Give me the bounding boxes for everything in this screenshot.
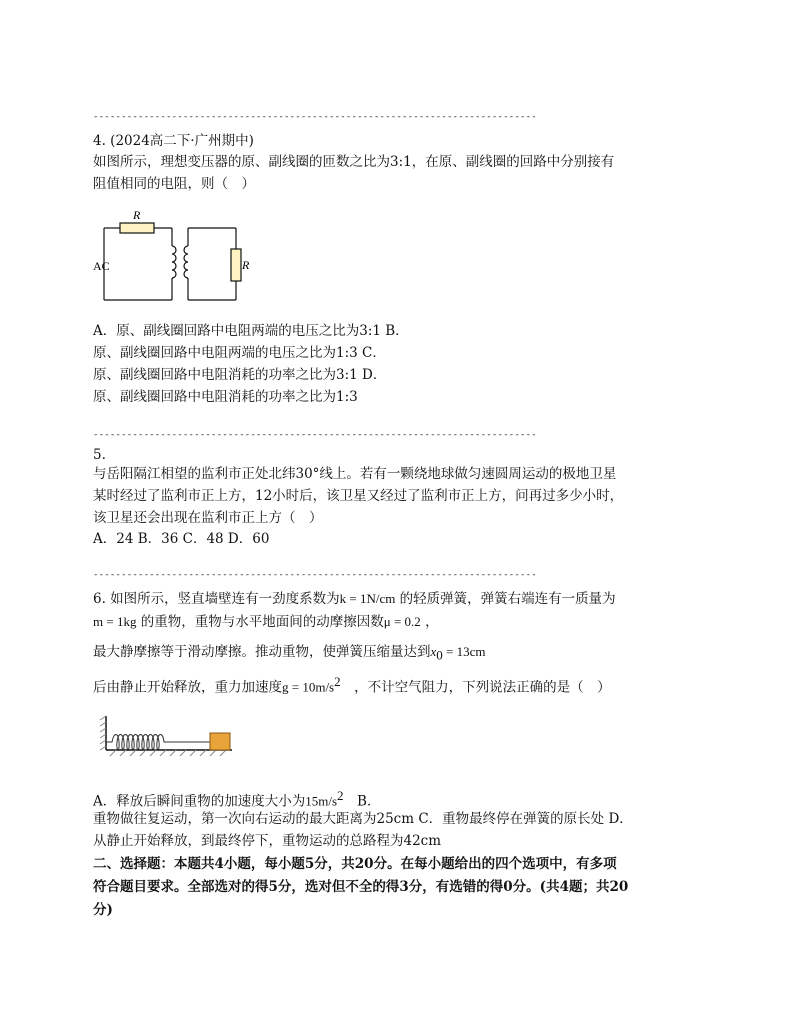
math-accel: 15m/s [305,793,338,809]
q4-option-line2: 原、副线圈回路中电阻两端的电压之比为1:3 C． [93,345,386,361]
q4-header: 4. (2024高二下·广州期中) [93,133,254,149]
transformer-circuit-figure [90,206,250,306]
secondary-resistor [231,249,241,281]
separator-line: ------------------------------------------------------------------------------- [93,430,537,440]
q6-option-line2: 重物做往复运动，第一次向右运动的最大距离为25cm C．重物最终停在弹簧的原长处 D． [93,811,633,827]
q5-header: 5. [93,447,106,463]
q4-option-line4: 原、副线圈回路中电阻消耗的功率之比为1:3 [93,389,358,405]
q6-stem-line2: m = 1kg 的重物，重物与水平地面间的动摩擦因数μ = 0.2 ， [93,614,439,630]
section2-line2: 符合题目要求。全部选对的得5分，选对但不全的得3分，有选错的得0分。(共4题；共20 [93,879,629,895]
math-m: m = 1kg [93,614,137,629]
q5-stem-line2: 某时经过了监利市正上方，12小时后，该卫星又经过了监利市正上方，问再过多少小时， [93,488,624,504]
math-g: g = 10m/s [282,679,335,695]
q6-stem-line3: 最大静摩擦等于滑动摩擦。推动重物，使弹簧压缩量达到$x_0 = 13cm$ [93,644,486,663]
math-x0: x [430,644,437,659]
q4-option-line1: A．原、副线圈回路中电阻两端的电压之比为3:1 B． [93,323,409,339]
q4-option-line3: 原、副线圈回路中电阻消耗的功率之比为3:1 D． [93,367,387,383]
q6-option-line3: 从静止开始释放，到最终停下，重物运动的总路程为42cm [93,833,442,849]
q5-stem-line1: 与岳阳隔江相望的监利市正处北纬30°线上。若有一颗绕地球做匀速圆周运动的极地卫星 [93,466,617,482]
math-k: k = 1N/cm [339,591,396,606]
section2-line3: 分) [93,902,113,918]
separator-line: ------------------------------------------------------------------------------- [93,570,537,580]
primary-resistor [120,223,154,233]
label-ac: AC [93,259,110,273]
block-weight [210,733,230,750]
q6-stem-line1: 6. 如图所示，竖直墙壁连有一劲度系数为k = 1N/cm 的轻质弹簧，弹簧右端连有一质量为 [93,591,616,607]
q6-option-line1: A．释放后瞬间重物的加速度大小为$15m/s^2$ B． [93,788,381,810]
q6-stem-line4: 后由静止开始释放，重力加速度$g = 10m/s^2$ ，不计空气阻力，下列说法正确的是（ ） [93,674,611,696]
q4-stem-line2: 阻值相同的电阻，则（ ） [93,176,255,192]
spring-block-figure [98,712,238,760]
section2-line1: 二、选择题：本题共4小题，每小题5分，共20分。在每小题给出的四个选项中，有多项 [93,856,617,872]
separator-line: ------------------------------------------------------------------------------- [93,112,537,122]
label-r-side: R [242,258,250,272]
q5-stem-line3: 该卫星还会出现在监利市正上方（ ） [93,510,323,526]
q5-options: A．24 B．36 C．48 D．60 [93,531,270,547]
spring [106,735,210,750]
label-r-top: R [133,208,141,222]
q4-stem-line1: 如图所示，理想变压器的原、副线圈的匝数之比为3:1，在原、副线圈的回路中分别接有 [93,154,615,170]
math-mu: μ = 0.2 [383,614,421,629]
